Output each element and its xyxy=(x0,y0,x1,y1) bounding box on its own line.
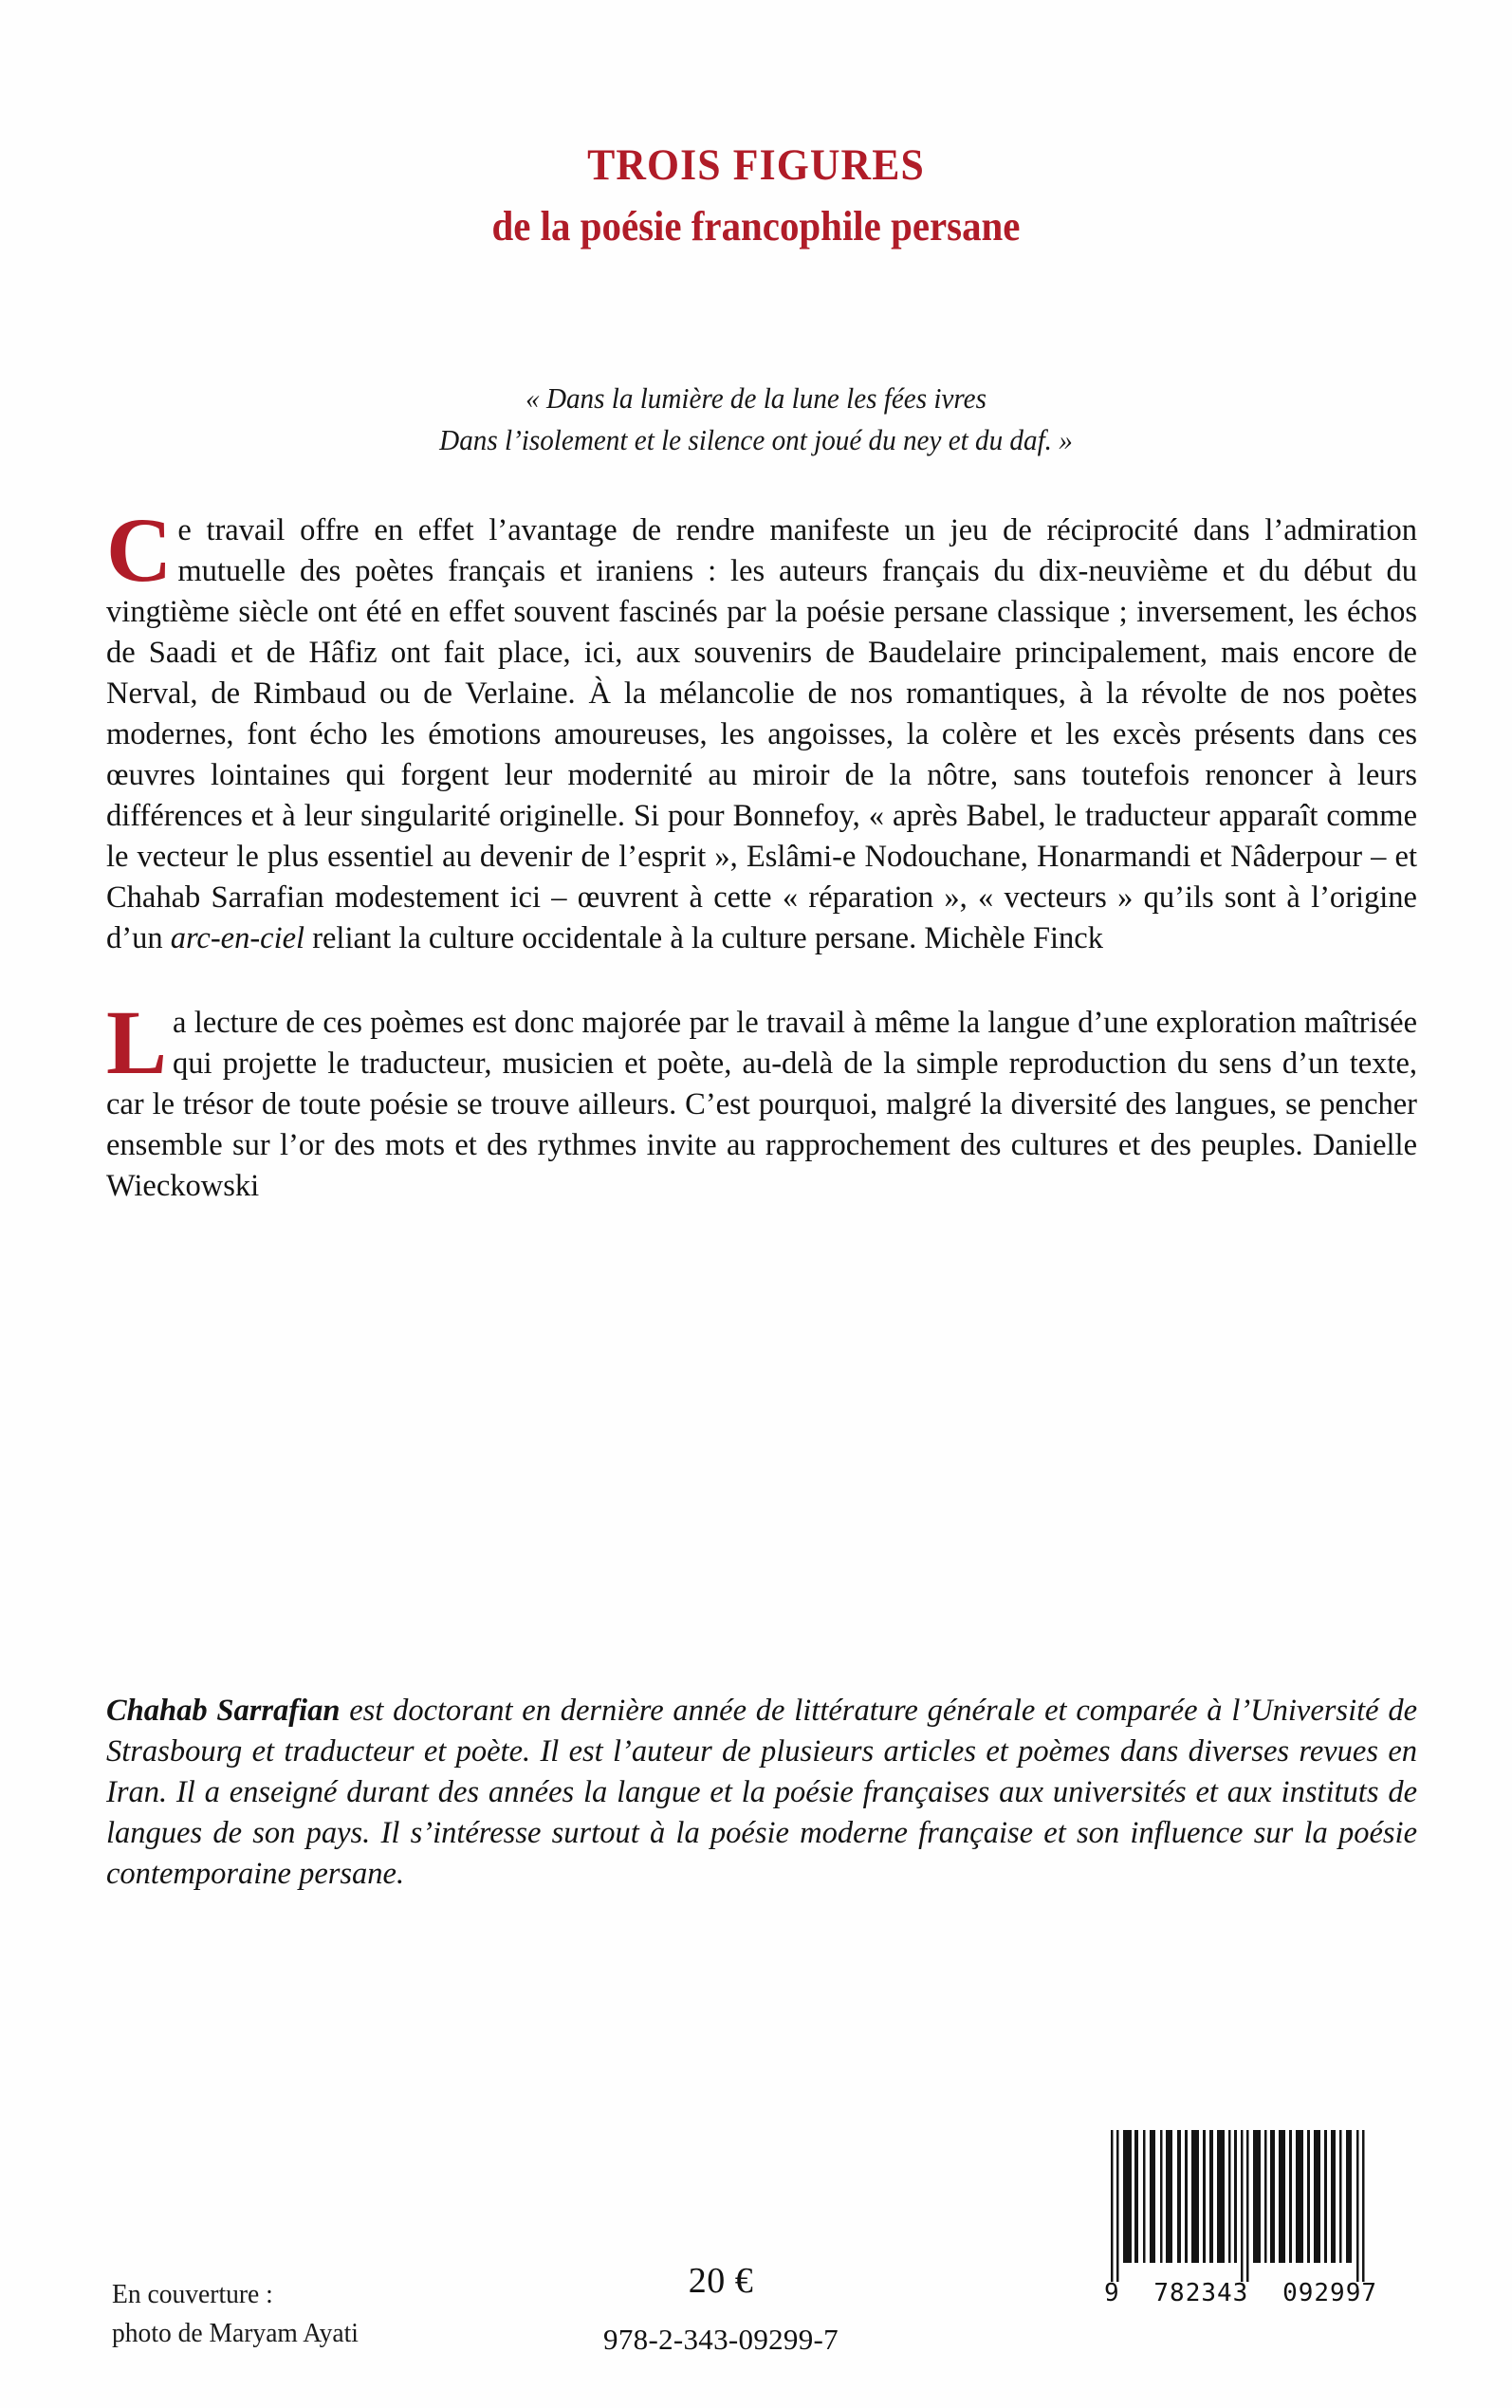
page-subtitle: de la poésie francophile persane xyxy=(491,203,1021,250)
isbn-label: 978-2-343-09299-7 xyxy=(603,2323,839,2356)
page-title: TROIS FIGURES xyxy=(587,140,925,190)
blurb-paragraph-1-tail: reliant la culture occidentale à la culture persane. Michèle Finck xyxy=(304,921,1103,955)
barcode-digit-group-1: 9 xyxy=(1104,2279,1120,2307)
italic-phrase-arc-en-ciel: arc-en-ciel xyxy=(170,921,305,955)
blurb-paragraph-1 xyxy=(106,499,1417,959)
barcode-digits xyxy=(1103,2279,1378,2307)
epigraph-line-2: Dans l’isolement et le silence ont joué du ney et du daf. » xyxy=(439,423,1073,457)
dropcap-c: C xyxy=(106,499,173,601)
barcode-bars xyxy=(1103,2130,1378,2282)
blurb-body xyxy=(106,499,1417,1207)
cover-photo-credit xyxy=(112,2275,372,2353)
ean13-barcode xyxy=(1103,2130,1378,2282)
epigraph-line-1: « Dans la lumière de la lune les fées ivres xyxy=(526,381,986,415)
epigraph xyxy=(0,378,1512,461)
title-block xyxy=(0,142,1512,250)
blurb-paragraph-1-text: e travail offre en effet l’avantage de rendre manifeste un jeu de réciprocité dans l’admiration mutuelle des poètes français et iraniens : les auteurs français du dix-neuvième et du début du vingtième siècle ont été en effet souvent fascinés par la poésie persane classique ; inversement, les échos de Saadi et de Hâfiz ont fait place, ici, aux souvenirs de Baudelaire principalement, mais encore de Nerval, de Rimbaud ou de Verlaine. À la mélancolie de nos romantiques, à la révolte de nos poètes modernes, font écho les émotions amoureuses, les angoisses, la colère et les excès présents dans ces œuvres lointaines qui forgent leur modernité au miroir de la nôtre, sans toutefois renoncer à leurs différences et à leur singularité originelle. Si pour Bonnefoy, « après Babel, le traducteur apparaît comme le vecteur le plus essentiel au devenir de l’esprit », Eslâmi-e Nodouchane, Honarmandi et Nâderpour – et Chahab Sarrafian modestement ici – œuvrent à cette « réparation », « vecteurs » qu’ils sont à l’origine d’un xyxy=(106,513,1417,955)
author-bio-text: est doctorant en dernière année de littérature générale et comparée à l’Université de Strasbourg et traducteur et poète. Il est l’auteur de plusieurs articles et poèmes dans diverses revues en Iran. Il a enseigné durant des années la langue et la poésie françaises aux universités et aux instituts de langues de son pays. Il s’intéresse surtout à la poésie moderne française et son influence sur la poésie contemporaine persane. xyxy=(106,1694,1418,1891)
cover-credit-line-1: En couverture : xyxy=(112,2279,273,2309)
blurb-paragraph-2 xyxy=(106,991,1417,1207)
author-name: Chahab Sarrafian xyxy=(106,1694,341,1728)
cover-credit-line-2: photo de Maryam Ayati xyxy=(112,2318,359,2348)
barcode-digit-group-3: 092997 xyxy=(1282,2279,1377,2307)
price-label: 20 € xyxy=(688,2261,754,2301)
author-bio xyxy=(106,1691,1417,1895)
barcode-digit-group-2: 782343 xyxy=(1153,2279,1249,2307)
blurb-paragraph-2-text: a lecture de ces poèmes est donc majorée par le travail à même la langue d’une exploration maîtrisée qui projette le traducteur, musicien et poète, au-delà de la simple reproduction du sens d’un texte, car le trésor de toute poésie se trouve ailleurs. C’est pourquoi, malgré la diversité des langues, se pencher ensemble sur l’or des mots et des rythmes invite au rapprochement des cultures et des peuples. Danielle Wieckowski xyxy=(106,1006,1417,1203)
dropcap-l: L xyxy=(106,991,168,1093)
